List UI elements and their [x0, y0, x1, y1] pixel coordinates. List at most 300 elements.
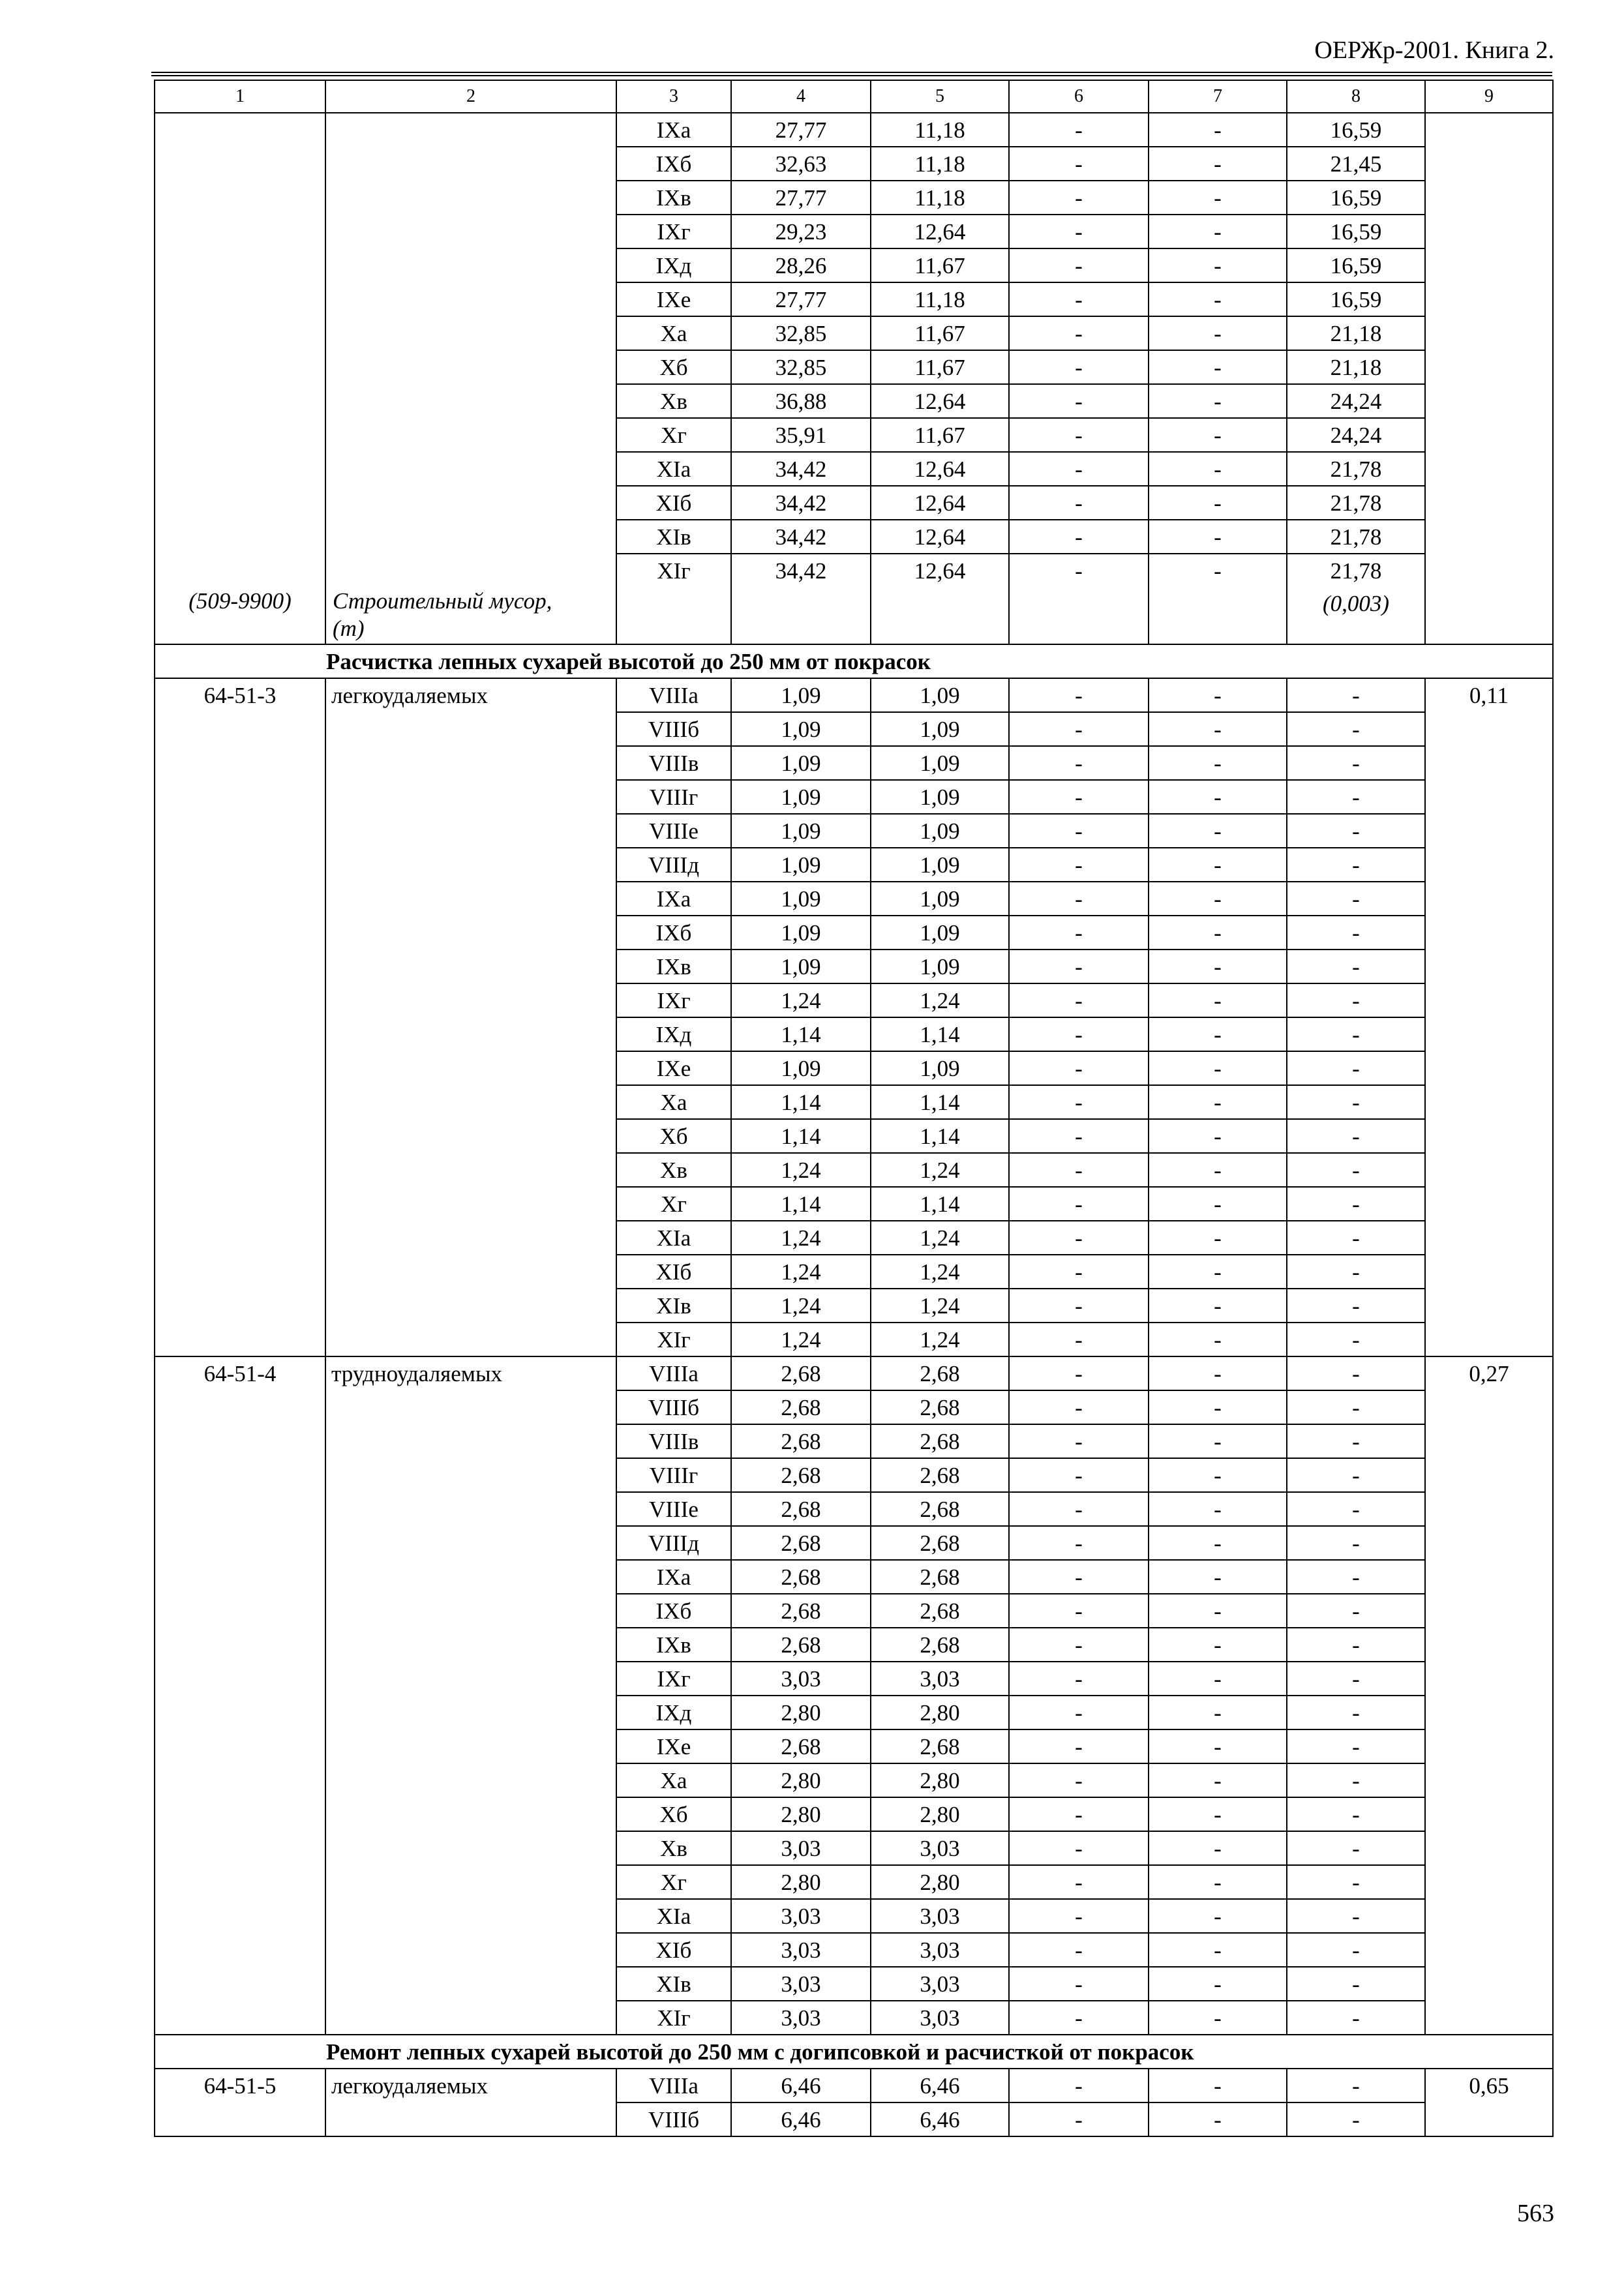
materials-cost-cell: 16,59: [1287, 282, 1425, 316]
category-cell: IXв: [616, 950, 731, 983]
material-code-wrap: [155, 588, 325, 644]
labor-cost-cell: 1,09: [871, 882, 1009, 916]
labor-cost-cell: 6,46: [871, 2102, 1009, 2136]
machine-cost-cell: -: [1009, 1967, 1149, 2001]
category-cell: Xa: [616, 1085, 731, 1119]
machinist-cost-cell: -: [1149, 814, 1287, 848]
category-cell: IXa: [616, 113, 731, 147]
labor-cost-cell: 1,09: [871, 746, 1009, 780]
materials-cost-cell: 21,18: [1287, 316, 1425, 350]
category-cell: XIг: [616, 1323, 731, 1356]
machine-cost-cell: -: [1009, 2069, 1149, 2102]
materials-cost-cell: 21,78: [1287, 452, 1425, 486]
materials-cost-cell: -: [1287, 1628, 1425, 1662]
section-title-cell: [155, 2035, 1553, 2069]
machine-cost-cell: -: [1009, 248, 1149, 282]
materials-cost-cell: -: [1287, 780, 1425, 814]
machinist-cost-cell: -: [1149, 1153, 1287, 1187]
category-cell: XIб: [616, 486, 731, 520]
category-cell: Xв: [616, 384, 731, 418]
machine-cost-cell: -: [1009, 1933, 1149, 1967]
category-cell: XIв: [616, 520, 731, 554]
machinist-cost-cell: -: [1149, 520, 1287, 554]
category-cell: IXе: [616, 282, 731, 316]
direct-cost-cell: 1,14: [731, 1119, 871, 1153]
direct-cost-cell: 3,03: [731, 1831, 871, 1865]
machinist-cost-cell: -: [1149, 418, 1287, 452]
category-cell: IXб: [616, 147, 731, 181]
materials-cost-cell: -: [1287, 746, 1425, 780]
machinist-cost-cell: -: [1149, 882, 1287, 916]
direct-cost-cell: 2,68: [731, 1560, 871, 1594]
machinist-cost-cell: -: [1149, 780, 1287, 814]
direct-cost-cell: 3,03: [731, 2001, 871, 2035]
header-rule: [151, 72, 1552, 76]
machine-cost-cell: -: [1009, 554, 1149, 587]
direct-cost-cell: 34,42: [731, 486, 871, 520]
category-cell: VIIIв: [616, 746, 731, 780]
direct-cost-cell: 28,26: [731, 248, 871, 282]
machinist-cost-cell: -: [1149, 147, 1287, 181]
direct-cost-cell: 2,68: [731, 1594, 871, 1628]
item-code: 64-51-5: [155, 2069, 325, 2136]
labor-cost-cell: 11,67: [871, 316, 1009, 350]
table-row: [155, 113, 1553, 147]
materials-cost-cell: 21,78: [1287, 486, 1425, 520]
category-cell: VIIIб: [616, 712, 731, 746]
machinist-cost-cell: -: [1149, 1831, 1287, 1865]
direct-cost-cell: 1,24: [731, 983, 871, 1017]
category-cell: Xг: [616, 1865, 731, 1899]
materials-cost-cell: -: [1287, 1696, 1425, 1729]
direct-cost-cell: 1,24: [731, 1153, 871, 1187]
labor-cost-cell: 11,18: [871, 181, 1009, 215]
materials-cost-cell: 16,59: [1287, 113, 1425, 147]
machine-cost-cell: -: [1009, 1797, 1149, 1831]
machine-cost-cell: -: [1009, 452, 1149, 486]
machine-cost-cell: -: [1009, 1865, 1149, 1899]
machinist-cost-cell: -: [1149, 2001, 1287, 2035]
labor-cost-cell: 3,03: [871, 1933, 1009, 1967]
section-header-row: [155, 644, 1553, 678]
direct-cost-cell: 2,68: [731, 1458, 871, 1492]
machinist-cost-cell: -: [1149, 1899, 1287, 1933]
page-header: ОЕРЖр-2001. Книга 2.: [1314, 37, 1554, 64]
material-empty-cell: [871, 587, 1009, 644]
col9-cell-empty: [1425, 113, 1553, 644]
labor-cost-cell: 1,14: [871, 1017, 1009, 1051]
machinist-cost-cell: -: [1149, 1628, 1287, 1662]
category-cell: XIa: [616, 452, 731, 486]
direct-cost-cell: 1,24: [731, 1255, 871, 1289]
item-name: легкоудаляемых: [325, 2069, 616, 2136]
material-name-line1: Строительный мусор,: [333, 588, 552, 614]
direct-cost-cell: 3,03: [731, 1933, 871, 1967]
direct-cost-cell: 32,85: [731, 316, 871, 350]
direct-cost-cell: 1,09: [731, 848, 871, 882]
labor-cost-cell: 2,68: [871, 1526, 1009, 1560]
machine-cost-cell: -: [1009, 916, 1149, 950]
machine-cost-cell: -: [1009, 2102, 1149, 2136]
machinist-cost-cell: -: [1149, 1187, 1287, 1221]
category-cell: XIг: [616, 2001, 731, 2035]
materials-cost-cell: -: [1287, 1729, 1425, 1763]
direct-cost-cell: 27,77: [731, 181, 871, 215]
item-code: 64-51-4: [155, 1356, 325, 2035]
direct-cost-cell: 2,68: [731, 1492, 871, 1526]
direct-cost-cell: 1,09: [731, 746, 871, 780]
machine-cost-cell: -: [1009, 983, 1149, 1017]
category-cell: XIa: [616, 1221, 731, 1255]
materials-cost-cell: -: [1287, 1255, 1425, 1289]
direct-cost-cell: 1,09: [731, 814, 871, 848]
materials-cost-cell: 21,78: [1287, 520, 1425, 554]
machinist-cost-cell: -: [1149, 248, 1287, 282]
column-number: 5: [871, 80, 1009, 113]
category-cell: VIIIг: [616, 1458, 731, 1492]
material-empty-cell: [731, 587, 871, 644]
materials-cost-cell: 16,59: [1287, 248, 1425, 282]
machinist-cost-cell: -: [1149, 1085, 1287, 1119]
machine-cost-cell: -: [1009, 316, 1149, 350]
direct-cost-cell: 2,80: [731, 1797, 871, 1831]
category-cell: Xa: [616, 1763, 731, 1797]
machine-cost-cell: -: [1009, 113, 1149, 147]
machinist-cost-cell: -: [1149, 1323, 1287, 1356]
materials-cost-cell: -: [1287, 1831, 1425, 1865]
column-number: 2: [325, 80, 616, 113]
machinist-cost-cell: -: [1149, 384, 1287, 418]
labor-cost-cell: 12,64: [871, 554, 1009, 587]
machine-cost-cell: -: [1009, 181, 1149, 215]
labor-cost-cell: 1,09: [871, 950, 1009, 983]
norms-table: [154, 80, 1554, 2137]
labor-cost-cell: 3,03: [871, 2001, 1009, 2035]
section-title: Расчистка лепных сухарей высотой до 250 мм от покрасок: [326, 648, 931, 674]
machinist-cost-cell: -: [1149, 1356, 1287, 1390]
category-cell: XIв: [616, 1289, 731, 1323]
machine-cost-cell: -: [1009, 1187, 1149, 1221]
table-row: [155, 2069, 1553, 2102]
direct-cost-cell: 34,42: [731, 452, 871, 486]
machinist-cost-cell: -: [1149, 678, 1287, 712]
machinist-cost-cell: -: [1149, 1221, 1287, 1255]
machinist-cost-cell: -: [1149, 2102, 1287, 2136]
labor-cost-cell: 1,14: [871, 1119, 1009, 1153]
category-cell: VIIIе: [616, 1492, 731, 1526]
machinist-cost-cell: -: [1149, 486, 1287, 520]
direct-cost-cell: 1,14: [731, 1187, 871, 1221]
column-number: 7: [1149, 80, 1287, 113]
direct-cost-cell: 27,77: [731, 282, 871, 316]
materials-cost-cell: 21,78: [1287, 554, 1425, 587]
labor-cost-cell: 2,68: [871, 1356, 1009, 1390]
machine-cost-cell: -: [1009, 418, 1149, 452]
item-col9: 0,11: [1425, 678, 1553, 1356]
materials-cost-cell: -: [1287, 983, 1425, 1017]
labor-cost-cell: 12,64: [871, 452, 1009, 486]
machinist-cost-cell: -: [1149, 712, 1287, 746]
machinist-cost-cell: -: [1149, 1729, 1287, 1763]
category-cell: IXa: [616, 882, 731, 916]
direct-cost-cell: 1,24: [731, 1289, 871, 1323]
machine-cost-cell: -: [1009, 1492, 1149, 1526]
category-cell: VIIIa: [616, 2069, 731, 2102]
category-cell: Xб: [616, 1119, 731, 1153]
category-cell: Xб: [616, 350, 731, 384]
materials-cost-cell: -: [1287, 1594, 1425, 1628]
category-cell: VIIIб: [616, 1390, 731, 1424]
machine-cost-cell: -: [1009, 1153, 1149, 1187]
machinist-cost-cell: -: [1149, 350, 1287, 384]
labor-cost-cell: 1,24: [871, 1255, 1009, 1289]
category-cell: IXе: [616, 1729, 731, 1763]
machinist-cost-cell: -: [1149, 950, 1287, 983]
materials-cost-cell: -: [1287, 1289, 1425, 1323]
machine-cost-cell: -: [1009, 882, 1149, 916]
labor-cost-cell: 11,67: [871, 248, 1009, 282]
machinist-cost-cell: -: [1149, 1763, 1287, 1797]
direct-cost-cell: 2,80: [731, 1763, 871, 1797]
machinist-cost-cell: -: [1149, 1424, 1287, 1458]
direct-cost-cell: 2,68: [731, 1729, 871, 1763]
column-number: 6: [1009, 80, 1149, 113]
materials-cost-cell: -: [1287, 1424, 1425, 1458]
item-col9: 0,65: [1425, 2069, 1553, 2136]
direct-cost-cell: 2,68: [731, 1424, 871, 1458]
machine-cost-cell: -: [1009, 2001, 1149, 2035]
machine-cost-cell: -: [1009, 1424, 1149, 1458]
material-name-wrap: [326, 588, 616, 644]
materials-cost-cell: -: [1287, 950, 1425, 983]
materials-cost-cell: -: [1287, 1492, 1425, 1526]
machinist-cost-cell: -: [1149, 1017, 1287, 1051]
machinist-cost-cell: -: [1149, 1967, 1287, 2001]
direct-cost-cell: 2,68: [731, 1628, 871, 1662]
category-cell: VIIIб: [616, 2102, 731, 2136]
labor-cost-cell: 2,80: [871, 1797, 1009, 1831]
category-cell: IXa: [616, 1560, 731, 1594]
column-number: 8: [1287, 80, 1425, 113]
machinist-cost-cell: -: [1149, 1051, 1287, 1085]
material-quantity: (0,003): [1287, 587, 1425, 644]
category-cell: XIб: [616, 1255, 731, 1289]
column-number: 9: [1425, 80, 1553, 113]
category-cell: Xв: [616, 1831, 731, 1865]
direct-cost-cell: 1,09: [731, 882, 871, 916]
category-cell: XIв: [616, 1967, 731, 2001]
category-cell: VIIIa: [616, 1356, 731, 1390]
machinist-cost-cell: -: [1149, 1797, 1287, 1831]
machinist-cost-cell: -: [1149, 1458, 1287, 1492]
labor-cost-cell: 2,68: [871, 1729, 1009, 1763]
labor-cost-cell: 11,67: [871, 350, 1009, 384]
category-cell: IXв: [616, 1628, 731, 1662]
direct-cost-cell: 1,14: [731, 1085, 871, 1119]
labor-cost-cell: 1,14: [871, 1187, 1009, 1221]
machine-cost-cell: -: [1009, 1628, 1149, 1662]
materials-cost-cell: -: [1287, 1967, 1425, 2001]
machine-cost-cell: -: [1009, 1662, 1149, 1696]
materials-cost-cell: -: [1287, 1458, 1425, 1492]
machine-cost-cell: -: [1009, 1696, 1149, 1729]
category-cell: Xг: [616, 1187, 731, 1221]
materials-cost-cell: -: [1287, 916, 1425, 950]
machinist-cost-cell: -: [1149, 916, 1287, 950]
section-title-cell: [155, 644, 1553, 678]
section-header-row: [155, 2035, 1553, 2069]
labor-cost-cell: 2,68: [871, 1628, 1009, 1662]
direct-cost-cell: 1,09: [731, 678, 871, 712]
material-name-line2: (т): [333, 616, 365, 641]
machine-cost-cell: -: [1009, 1763, 1149, 1797]
labor-cost-cell: 11,18: [871, 147, 1009, 181]
category-cell: VIIIе: [616, 814, 731, 848]
category-cell: IXв: [616, 181, 731, 215]
category-cell: XIг: [616, 554, 731, 587]
materials-cost-cell: -: [1287, 1085, 1425, 1119]
machine-cost-cell: -: [1009, 1899, 1149, 1933]
labor-cost-cell: 12,64: [871, 486, 1009, 520]
direct-cost-cell: 1,09: [731, 916, 871, 950]
materials-cost-cell: -: [1287, 2069, 1425, 2102]
table-row: [155, 678, 1553, 712]
materials-cost-cell: -: [1287, 1017, 1425, 1051]
labor-cost-cell: 11,18: [871, 282, 1009, 316]
machine-cost-cell: -: [1009, 848, 1149, 882]
materials-cost-cell: -: [1287, 2001, 1425, 2035]
labor-cost-cell: 1,09: [871, 814, 1009, 848]
labor-cost-cell: 3,03: [871, 1831, 1009, 1865]
machinist-cost-cell: -: [1149, 1933, 1287, 1967]
labor-cost-cell: 1,09: [871, 712, 1009, 746]
labor-cost-cell: 1,24: [871, 1221, 1009, 1255]
labor-cost-cell: 2,68: [871, 1492, 1009, 1526]
labor-cost-cell: 1,09: [871, 780, 1009, 814]
labor-cost-cell: 3,03: [871, 1967, 1009, 2001]
code-cell-empty: [155, 113, 325, 644]
labor-cost-cell: 12,64: [871, 384, 1009, 418]
direct-cost-cell: 32,63: [731, 147, 871, 181]
category-cell: Xв: [616, 1153, 731, 1187]
machine-cost-cell: -: [1009, 1289, 1149, 1323]
materials-cost-cell: -: [1287, 1865, 1425, 1899]
machine-cost-cell: -: [1009, 1729, 1149, 1763]
machine-cost-cell: -: [1009, 1051, 1149, 1085]
materials-cost-cell: 16,59: [1287, 181, 1425, 215]
labor-cost-cell: 2,80: [871, 1696, 1009, 1729]
materials-cost-cell: -: [1287, 1051, 1425, 1085]
machinist-cost-cell: -: [1149, 746, 1287, 780]
category-cell: Xг: [616, 418, 731, 452]
labor-cost-cell: 2,68: [871, 1458, 1009, 1492]
category-cell: IXе: [616, 1051, 731, 1085]
machine-cost-cell: -: [1009, 712, 1149, 746]
labor-cost-cell: 1,14: [871, 1085, 1009, 1119]
machine-cost-cell: -: [1009, 780, 1149, 814]
labor-cost-cell: 11,67: [871, 418, 1009, 452]
materials-cost-cell: -: [1287, 1221, 1425, 1255]
category-cell: IXд: [616, 248, 731, 282]
category-cell: IXб: [616, 1594, 731, 1628]
direct-cost-cell: 3,03: [731, 1899, 871, 1933]
materials-cost-cell: 16,59: [1287, 215, 1425, 248]
labor-cost-cell: 11,18: [871, 113, 1009, 147]
machinist-cost-cell: -: [1149, 1696, 1287, 1729]
machinist-cost-cell: -: [1149, 848, 1287, 882]
direct-cost-cell: 34,42: [731, 554, 871, 587]
labor-cost-cell: 3,03: [871, 1662, 1009, 1696]
direct-cost-cell: 1,24: [731, 1221, 871, 1255]
direct-cost-cell: 34,42: [731, 520, 871, 554]
machine-cost-cell: -: [1009, 1831, 1149, 1865]
labor-cost-cell: 12,64: [871, 520, 1009, 554]
category-cell: IXд: [616, 1696, 731, 1729]
materials-cost-cell: -: [1287, 1933, 1425, 1967]
labor-cost-cell: 2,80: [871, 1763, 1009, 1797]
section-title: Ремонт лепных сухарей высотой до 250 мм с догипсовкой и расчисткой от покрасок: [326, 2039, 1194, 2065]
materials-cost-cell: -: [1287, 1153, 1425, 1187]
labor-cost-cell: 1,24: [871, 1153, 1009, 1187]
category-cell: IXд: [616, 1017, 731, 1051]
item-name: легкоудаляемых: [325, 678, 616, 1356]
machinist-cost-cell: -: [1149, 316, 1287, 350]
machinist-cost-cell: -: [1149, 2069, 1287, 2102]
category-cell: VIIIд: [616, 1526, 731, 1560]
materials-cost-cell: -: [1287, 1526, 1425, 1560]
machinist-cost-cell: -: [1149, 181, 1287, 215]
materials-cost-cell: 24,24: [1287, 384, 1425, 418]
direct-cost-cell: 1,09: [731, 1051, 871, 1085]
direct-cost-cell: 32,85: [731, 350, 871, 384]
material-empty-cell: [1149, 587, 1287, 644]
labor-cost-cell: 2,68: [871, 1560, 1009, 1594]
labor-cost-cell: 2,80: [871, 1865, 1009, 1899]
direct-cost-cell: 2,68: [731, 1390, 871, 1424]
item-name: трудноудаляемых: [325, 1356, 616, 2035]
materials-cost-cell: -: [1287, 1390, 1425, 1424]
table-row: [155, 1356, 1553, 1390]
material-code: (509-9900): [188, 588, 292, 614]
machine-cost-cell: -: [1009, 678, 1149, 712]
column-numbers-row: [155, 80, 1553, 113]
machine-cost-cell: -: [1009, 1390, 1149, 1424]
machine-cost-cell: -: [1009, 350, 1149, 384]
machinist-cost-cell: -: [1149, 282, 1287, 316]
machinist-cost-cell: -: [1149, 215, 1287, 248]
machinist-cost-cell: -: [1149, 1289, 1287, 1323]
materials-cost-cell: -: [1287, 1323, 1425, 1356]
labor-cost-cell: 2,68: [871, 1594, 1009, 1628]
materials-cost-cell: -: [1287, 2102, 1425, 2136]
category-cell: VIIIa: [616, 678, 731, 712]
name-cell-empty: [325, 113, 616, 644]
direct-cost-cell: 1,09: [731, 780, 871, 814]
category-cell: VIIIд: [616, 848, 731, 882]
direct-cost-cell: 3,03: [731, 1662, 871, 1696]
machine-cost-cell: -: [1009, 1221, 1149, 1255]
direct-cost-cell: 1,09: [731, 712, 871, 746]
machine-cost-cell: -: [1009, 1119, 1149, 1153]
machinist-cost-cell: -: [1149, 1390, 1287, 1424]
category-cell: XIa: [616, 1899, 731, 1933]
labor-cost-cell: 1,24: [871, 983, 1009, 1017]
labor-cost-cell: 1,09: [871, 848, 1009, 882]
machine-cost-cell: -: [1009, 1085, 1149, 1119]
direct-cost-cell: 2,80: [731, 1696, 871, 1729]
materials-cost-cell: -: [1287, 1356, 1425, 1390]
machinist-cost-cell: -: [1149, 113, 1287, 147]
